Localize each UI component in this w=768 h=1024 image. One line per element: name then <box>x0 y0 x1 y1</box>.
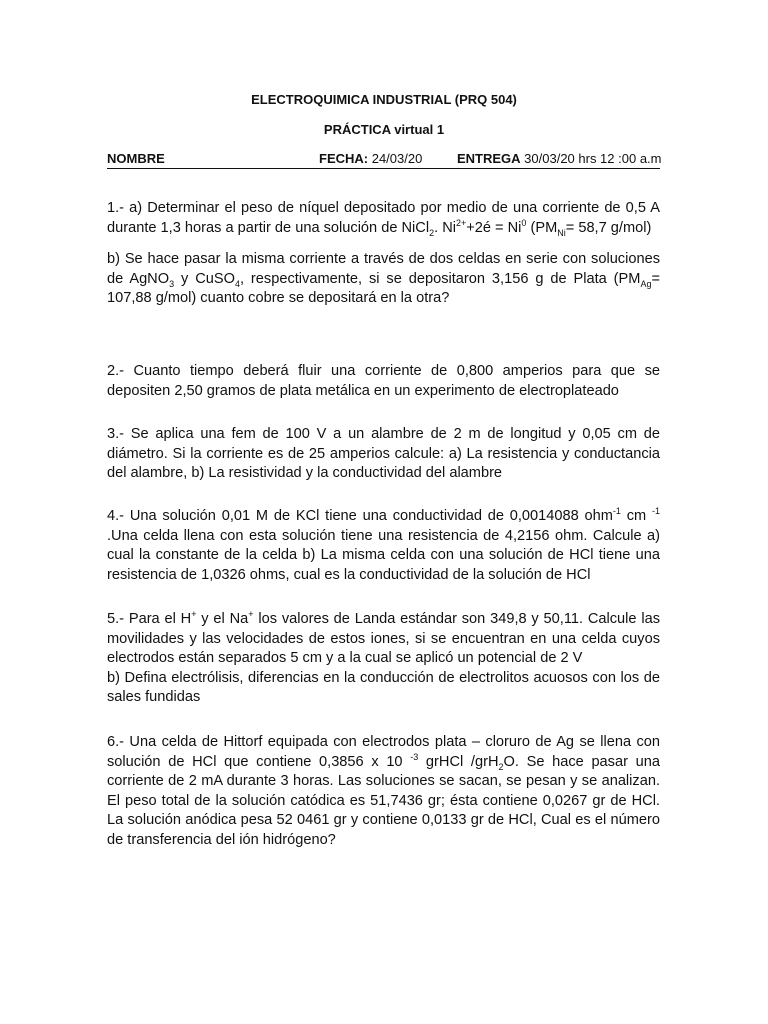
date-field <box>319 151 422 166</box>
q1b-sub: Ag <box>640 278 652 289</box>
q1b-text: b) Se hace pasar la misma corriente a través de dos celdas en serie con soluciones de AgNO <box>107 251 660 287</box>
q1a-sub: Ni <box>557 227 566 238</box>
question-2-text: 2.- Cuanto tiempo deberá fluir una corriente de 0,800 amperios para que se depositen 2,50 gramos de plata metálica en un experimento de electroplateado <box>107 363 660 399</box>
q1a-text: 1.- a) Determinar el peso de níquel depositado por medio de una corriente de 0,5 A durante 1,3 horas a partir de una solución de NiCl <box>107 200 660 236</box>
q1b-sub: 3 <box>169 278 175 289</box>
question-1b <box>107 250 660 309</box>
document-subtitle: PRÁCTICA virtual 1 <box>323 122 445 137</box>
q4-sup: -1 <box>651 506 660 517</box>
question-3 <box>107 425 660 484</box>
q5-sup: + <box>248 609 254 620</box>
q1a-text: . Ni <box>434 219 456 236</box>
q1b-text: = 107,88 g/mol) cuanto cobre se depositará en la otra? <box>107 270 660 306</box>
q6-text: O. Se hace pasar una corriente de 2 mA durante 3 horas. Las soluciones se sacan, se pesan y se analizan. El peso total de la solución catódica es 51,7436 gr; ésta contiene 0,0267 gr de HCl. La solución anódica pesa 52 0461 gr y contiene 0,0133 gr de HCl, Cual es el número de transferencia del ión hidrógeno? <box>107 753 660 848</box>
question-5 <box>107 610 660 708</box>
q1b-sub: 4 <box>234 278 240 289</box>
q4-text: 4.- Una solución 0,01 M de KCl tiene una conductividad de 0,0014088 ohm <box>107 508 613 524</box>
q1b-text: , respectivamente, si se depositaron 3,156 g de Plata (PM <box>239 270 641 287</box>
q6-text: grHCl /grH <box>418 753 499 770</box>
question-1a <box>107 199 660 238</box>
q5-text: los valores de Landa estándar son 349,8 y 50,11. Calcule las movilidades y las velocidades de estos iones, si se encuentran en una celda cuyos electrodos están separados 5 cm y a la cual se aplicó un potencial de 2 V <box>107 611 661 666</box>
q1a-text: (PM <box>526 219 558 236</box>
q4-sup: -1 <box>612 506 621 517</box>
q1b-text: y CuSO <box>174 270 235 287</box>
due-label: ENTREGA <box>457 151 521 166</box>
q6-sup: -3 <box>410 751 419 762</box>
q4-text: .Una celda llena con esta solución tiene una resistencia de 4,2156 ohm. Calcule a) cual la constante de la celda b) La misma celda con una solución de HCl tiene una resistencia de 1,0326 ohms, cual es la conductividad de la solución de HCl <box>107 527 660 583</box>
q5-text: y el Na <box>196 611 249 627</box>
document-title: ELECTROQUIMICA INDUSTRIAL (PRQ 504) <box>251 92 517 107</box>
question-2 <box>107 362 660 401</box>
q6-text: 6.- Una celda de Hittorf equipada con electrodos plata – cloruro de Ag se llena con solución de HCl que contiene 0,3856 x 10 <box>107 734 660 770</box>
question-1 <box>107 199 660 309</box>
q1a-sup: 2+ <box>455 217 467 228</box>
due-value: 30/03/20 hrs 12 :00 a.m <box>520 151 662 166</box>
q5-text: 5.- Para el H <box>107 611 192 627</box>
q6-sub: 2 <box>498 761 504 772</box>
q1a-text: +2é = Ni <box>466 219 522 236</box>
q5-sup: + <box>191 609 197 620</box>
q1a-sup: 0 <box>521 217 527 228</box>
question-6 <box>107 733 660 850</box>
question-5b: b) Defina electrólisis, diferencias en la conducción de electrolitos acuosos con los de sales fundidas <box>107 669 660 705</box>
q4-text: cm <box>620 508 652 524</box>
question-4 <box>107 507 660 585</box>
date-value: 24/03/20 <box>368 151 423 166</box>
date-label: FECHA: <box>319 151 369 166</box>
name-label: NOMBRE <box>107 151 165 166</box>
due-field <box>457 151 662 166</box>
q1a-text: = 58,7 g/mol) <box>565 219 652 236</box>
header-row <box>107 150 660 169</box>
q1a-sub: 2 <box>429 227 435 238</box>
question-3-text: 3.- Se aplica una fem de 100 V a un alambre de 2 m de longitud y 0,05 cm de diámetro. Si la corriente es de 25 amperios calcule: a) La resistencia y conductancia del alambre, b) La resistividad y la conductividad del alambre <box>107 426 660 481</box>
